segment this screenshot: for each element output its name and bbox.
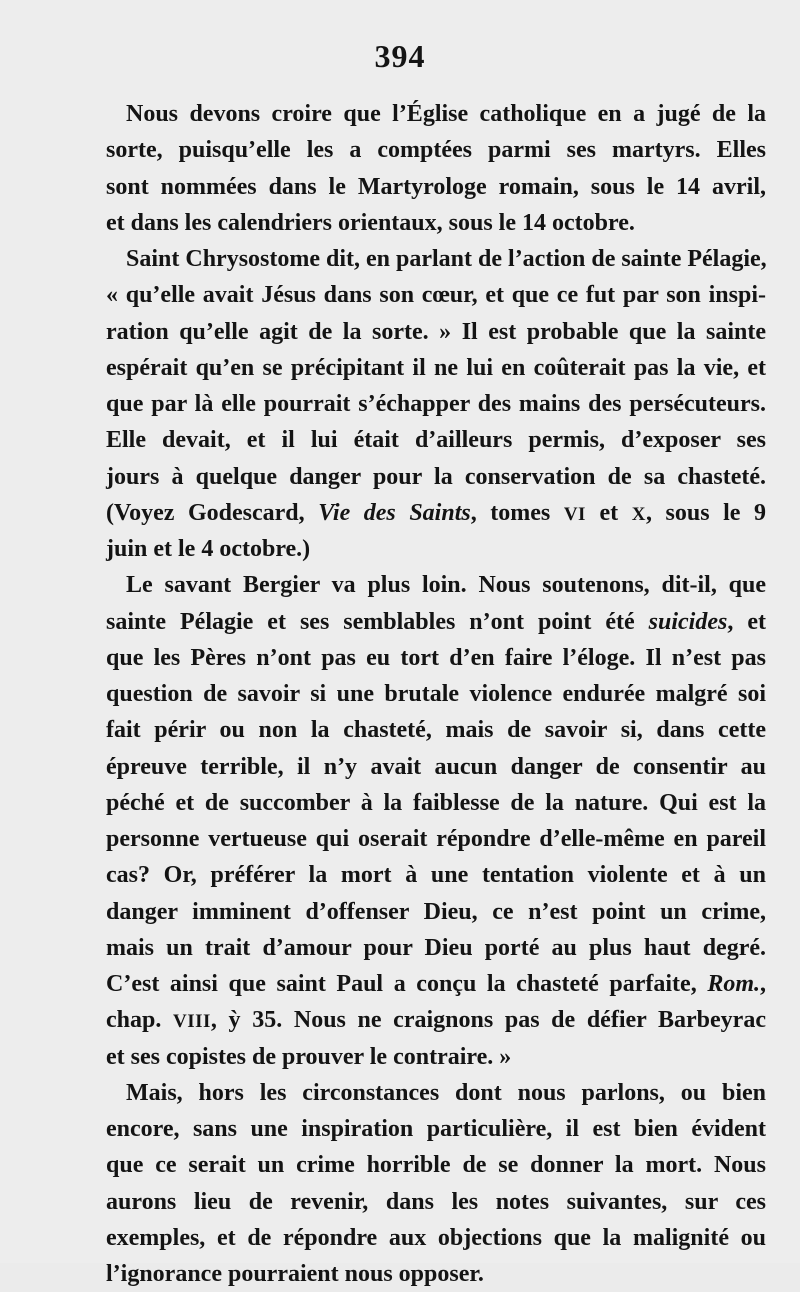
small-caps-numeral: X: [631, 503, 646, 525]
text-line: [106, 205, 766, 241]
italic-text: Vie des Saints: [318, 499, 471, 526]
text-segment: l’ignorance pourraient nous opposer.: [106, 1261, 484, 1287]
text-line: [106, 531, 766, 567]
text-line: [106, 930, 766, 966]
text-line: [106, 459, 766, 495]
text-line: [106, 1075, 766, 1111]
text-segment: personne vertueuse qui oserait répondre d’elle-même en pareil: [106, 826, 766, 852]
text-segment: Elle devait, et il lui était d’ailleurs permis, d’exposer ses: [106, 427, 766, 454]
text-line: [106, 676, 766, 712]
text-line: [106, 1220, 766, 1256]
text-segment: et: [585, 499, 632, 526]
text-segment: , tomes: [470, 499, 564, 526]
text-segment: « qu’elle avait Jésus dans son cœur, et que ce fut par son inspi-: [106, 282, 766, 309]
text-line: [106, 785, 766, 821]
text-line: [106, 857, 766, 893]
text-segment: Saint Chrysostome dit, en parlant de l’action de sainte Pélagie,: [126, 246, 767, 272]
small-caps-numeral: VIII: [173, 1011, 211, 1033]
italic-text: suicides: [648, 608, 728, 635]
text-segment: ,: [760, 971, 766, 997]
text-segment: que les Pères n’ont pas eu tort d’en faire l’éloge. Il n’est pas: [106, 644, 766, 671]
text-line: [106, 350, 766, 386]
text-segment: cas? Or, préférer la mort à une tentation violente et à un: [106, 862, 766, 889]
text-segment: et ses copistes de prouver le contraire. »: [106, 1043, 512, 1070]
text-line: [106, 241, 766, 277]
text-line: [106, 1147, 766, 1183]
text-line: [106, 422, 766, 458]
text-line: [106, 495, 766, 531]
text-segment: sainte Pélagie et ses semblables n’ont point été: [106, 608, 649, 635]
text-line: [106, 894, 766, 930]
text-line: [106, 277, 766, 313]
text-segment: fait périr ou non la chasteté, mais de savoir si, dans cette: [106, 717, 766, 744]
body-text: [106, 96, 766, 1292]
text-segment: Le savant Bergier va plus loin. Nous soutenons, dit-il, que: [126, 572, 766, 599]
italic-text: Rom.: [707, 971, 760, 997]
text-segment: , ỳ 35. Nous ne craignons pas de défier Barbeyrac: [210, 1007, 766, 1034]
text-line: [106, 132, 766, 168]
text-segment: et dans les calendriers orientaux, sous le 14 octobre.: [106, 209, 635, 236]
text-segment: , sous le 9: [645, 499, 766, 526]
text-segment: (Voyez Godescard,: [106, 499, 319, 526]
text-line: [106, 821, 766, 857]
text-segment: encore, sans une inspiration particulière, il est bien évident: [106, 1116, 766, 1142]
text-line: [106, 966, 766, 1002]
text-segment: que ce serait un crime horrible de se donner la mort. Nous: [106, 1152, 766, 1179]
text-line: [106, 567, 766, 603]
text-segment: danger imminent d’offenser Dieu, ce n’est point un crime,: [106, 898, 766, 925]
text-line: [106, 1002, 766, 1038]
text-segment: juin et le 4 octobre.): [106, 536, 311, 562]
text-segment: Mais, hors les circonstances dont nous parlons, ou bien: [126, 1079, 766, 1106]
text-segment: aurons lieu de revenir, dans les notes suivantes, sur ces: [106, 1188, 766, 1215]
text-line: [106, 386, 766, 422]
text-segment: que par là elle pourrait s’échapper des mains des persécuteurs.: [106, 391, 766, 417]
page-number: 394: [374, 38, 426, 74]
text-segment: mais un trait d’amour pour Dieu porté au plus haut degré.: [106, 934, 766, 961]
text-line: [106, 749, 766, 785]
text-segment: exemples, et de répondre aux objections que la malignité ou: [106, 1224, 766, 1251]
text-segment: espérait qu’en se précipitant il ne lui en coûterait pas la vie, et: [106, 354, 766, 381]
text-segment: question de savoir si une brutale violence endurée malgré soi: [106, 681, 766, 707]
text-line: [106, 1256, 766, 1292]
text-line: [106, 1039, 766, 1075]
text-line: [106, 640, 766, 676]
text-line: [106, 96, 766, 132]
text-segment: ration qu’elle agit de la sorte. » Il est probable que la sainte: [106, 318, 766, 345]
small-caps-numeral: VI: [563, 503, 586, 525]
text-segment: Nous devons croire que l’Église catholique en a jugé de la: [126, 101, 766, 127]
text-line: [106, 314, 766, 350]
text-segment: C’est ainsi que saint Paul a conçu la chasteté parfaite,: [106, 971, 708, 997]
text-line: [106, 604, 766, 640]
text-line: [106, 169, 766, 205]
text-segment: péché et de succomber à la faiblesse de la nature. Qui est la: [106, 789, 766, 816]
text-segment: sorte, puisqu’elle les a comptées parmi ses martyrs. Elles: [106, 137, 766, 164]
text-line: [106, 1111, 766, 1147]
text-line: [106, 1184, 766, 1220]
text-segment: sont nommées dans le Martyrologe romain, sous le 14 avril,: [106, 173, 766, 200]
text-segment: chap.: [106, 1007, 173, 1034]
text-segment: épreuve terrible, il n’y avait aucun danger de consentir au: [106, 753, 766, 780]
text-segment: jours à quelque danger pour la conservation de sa chasteté.: [106, 463, 766, 490]
text-segment: , et: [727, 608, 766, 635]
text-line: [106, 712, 766, 748]
